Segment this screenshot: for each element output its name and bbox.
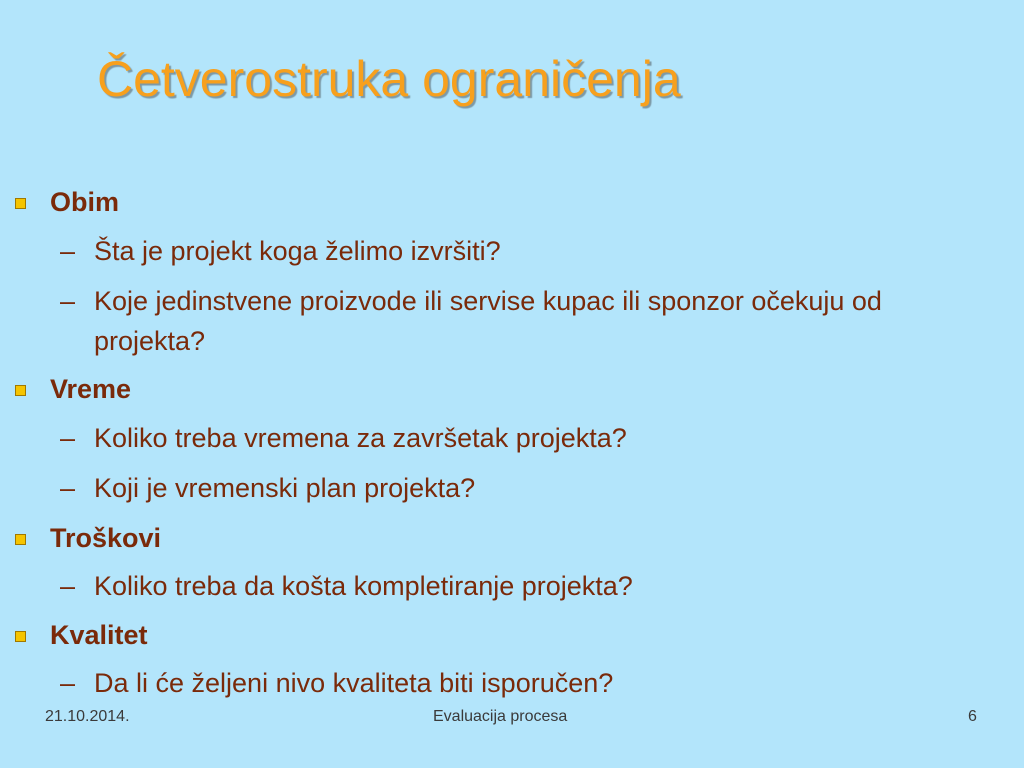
sub-bullet-item	[60, 663, 960, 703]
square-bullet-icon	[15, 631, 26, 642]
bullet-item-troskovi	[15, 522, 161, 554]
square-bullet-icon	[15, 534, 26, 545]
sub-bullet-text: Da li će željeni nivo kvaliteta biti isporučen?	[94, 668, 614, 698]
bullet-heading: Troškovi	[50, 523, 162, 553]
sub-bullet-item	[60, 418, 960, 458]
bullet-heading: Kvalitet	[50, 620, 148, 650]
dash-bullet-icon: –	[60, 668, 76, 698]
sub-bullet-text: Koliko treba vremena za završetak projekta?	[94, 423, 627, 453]
dash-bullet-icon: –	[60, 571, 76, 601]
square-bullet-icon	[15, 198, 26, 209]
sub-bullet-item	[60, 566, 960, 606]
bullet-item-kvalitet	[15, 619, 148, 651]
bullet-heading: Vreme	[50, 374, 132, 404]
dash-bullet-icon: –	[60, 286, 76, 316]
sub-bullet-item	[60, 231, 960, 271]
sub-bullet-item	[60, 281, 960, 361]
footer-center-text: Evaluacija procesa	[433, 708, 568, 725]
dash-bullet-icon: –	[60, 236, 76, 266]
sub-bullet-text: Koje jedinstvene proizvode ili servise kupac ili sponzor očekuju od projekta?	[94, 286, 882, 356]
sub-bullet-text: Šta je projekt koga želimo izvršiti?	[94, 236, 501, 266]
sub-bullet-item	[60, 468, 960, 508]
dash-bullet-icon: –	[60, 423, 76, 453]
slide-title: Četverostruka ograničenja	[97, 51, 681, 107]
bullet-item-obim	[15, 186, 119, 218]
sub-bullet-text: Koliko treba da košta kompletiranje projekta?	[94, 571, 633, 601]
square-bullet-icon	[15, 385, 26, 396]
footer-page-number: 6	[968, 708, 977, 725]
dash-bullet-icon: –	[60, 473, 76, 503]
sub-bullet-text: Koji je vremenski plan projekta?	[94, 473, 476, 503]
bullet-item-vreme	[15, 373, 131, 405]
bullet-heading: Obim	[50, 187, 120, 217]
footer-date: 21.10.2014.	[45, 708, 130, 725]
